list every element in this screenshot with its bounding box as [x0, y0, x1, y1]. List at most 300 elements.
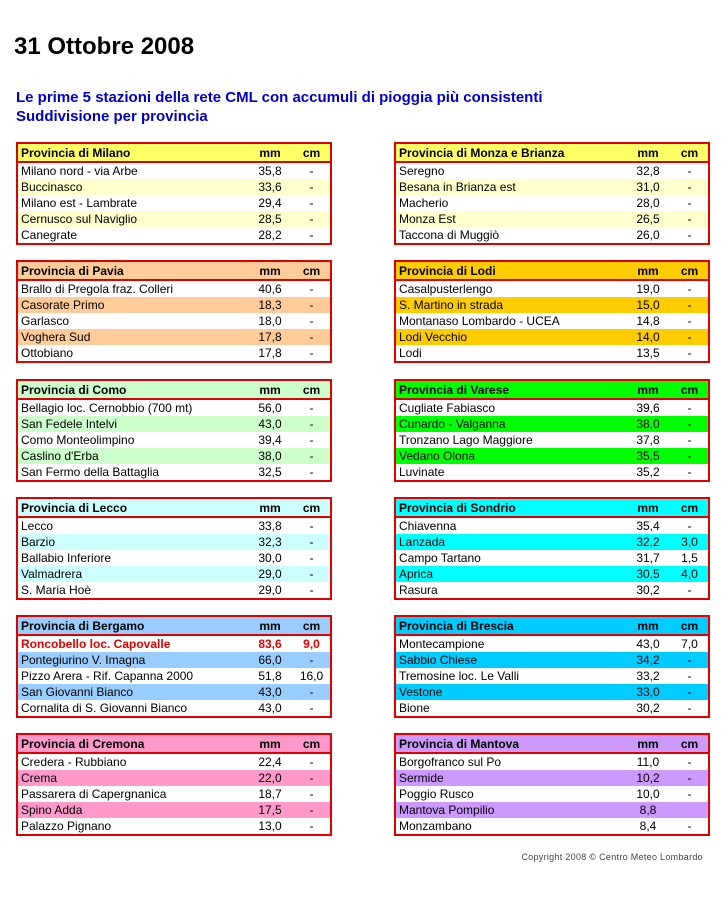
station-name: Taccona di Muggiò	[399, 228, 500, 242]
rain-mm: 18,7	[258, 787, 282, 801]
station-row	[17, 770, 331, 786]
station-row	[395, 448, 709, 464]
rain-mm: 38,0	[636, 417, 660, 431]
province-header	[17, 380, 331, 399]
snow-cm: -	[687, 519, 692, 533]
station-row	[395, 786, 709, 802]
province-table	[16, 142, 332, 245]
station-name: Valmadrera	[21, 567, 83, 581]
rain-mm: 8,8	[639, 803, 657, 817]
column-header-cm: cm	[293, 734, 331, 753]
snow-cm: -	[309, 701, 314, 715]
station-name: Credera - Rubbiano	[21, 755, 127, 769]
rain-mm: 26,5	[636, 212, 660, 226]
column-header-cm: cm	[671, 734, 709, 753]
snow-cm: -	[309, 653, 314, 667]
station-row	[395, 195, 709, 211]
station-name: Vedano Olona	[399, 449, 476, 463]
snow-cm: -	[309, 449, 314, 463]
column-header-cm: cm	[293, 498, 331, 517]
province-name: Provincia di Brescia	[395, 616, 625, 635]
station-name: Cernusco sul Naviglio	[21, 212, 138, 226]
rain-mm: 18,3	[258, 298, 282, 312]
rain-mm: 66,0	[258, 653, 282, 667]
station-name: Tronzano Lago Maggiore	[399, 433, 533, 447]
column-header-mm: mm	[247, 380, 293, 399]
rain-mm: 32,8	[636, 164, 660, 178]
station-row	[17, 517, 331, 534]
rain-mm: 17,8	[258, 330, 282, 344]
rain-mm: 32,5	[258, 465, 282, 479]
subtitle-line-1: Le prime 5 stazioni della rete CML con accumuli di pioggia più consistenti	[16, 89, 543, 106]
rain-mm: 28,5	[258, 212, 282, 226]
snow-cm: -	[309, 519, 314, 533]
snow-cm: 7,0	[681, 637, 698, 651]
station-row	[17, 582, 331, 599]
station-name: S. Martino in strada	[399, 298, 504, 312]
station-name: Mantova Pompilio	[399, 803, 495, 817]
snow-cm: -	[687, 787, 692, 801]
snow-cm: 1,5	[681, 551, 698, 565]
station-name: Palazzo Pignano	[21, 819, 112, 833]
snow-cm: -	[309, 465, 314, 479]
column-header-mm: mm	[625, 616, 671, 635]
snow-cm: -	[687, 685, 692, 699]
rain-mm: 33,2	[636, 669, 660, 683]
rain-mm: 43,0	[636, 637, 660, 651]
station-row	[395, 635, 709, 652]
column-header-cm: cm	[293, 261, 331, 280]
column-header-mm: mm	[625, 143, 671, 162]
rain-mm: 37,8	[636, 433, 660, 447]
province-header	[395, 734, 709, 753]
province-header	[17, 498, 331, 517]
rain-mm: 19,0	[636, 282, 660, 296]
station-row	[17, 432, 331, 448]
snow-cm: -	[309, 330, 314, 344]
province-header	[17, 734, 331, 753]
station-row	[395, 211, 709, 227]
subtitle-line-2: Suddivisione per provincia	[16, 108, 208, 125]
station-row	[17, 448, 331, 464]
snow-cm: -	[687, 212, 692, 226]
rain-mm: 43,0	[258, 685, 282, 699]
station-name: Pontegiurino V. Imagna	[21, 653, 146, 667]
column-header-mm: mm	[625, 380, 671, 399]
province-header	[395, 498, 709, 517]
province-name: Provincia di Cremona	[17, 734, 247, 753]
province-name: Provincia di Como	[17, 380, 247, 399]
station-name: Campo Tartano	[399, 551, 481, 565]
rain-mm: 38,0	[258, 449, 282, 463]
rain-mm: 29,4	[258, 196, 282, 210]
station-name: Vestone	[399, 685, 443, 699]
station-name: Pizzo Arera - Rif. Capanna 2000	[21, 669, 194, 683]
rain-mm: 17,5	[258, 803, 282, 817]
snow-cm: -	[309, 196, 314, 210]
station-row	[17, 635, 331, 652]
snow-cm: 16,0	[299, 669, 324, 683]
copyright-text: Copyright 2008 © Centro Meteo Lombardo	[521, 852, 703, 862]
station-name: Voghera Sud	[21, 330, 91, 344]
rain-mm: 39,4	[258, 433, 282, 447]
snow-cm: -	[687, 669, 692, 683]
page-title: 31 Ottobre 2008	[14, 33, 195, 60]
station-name: Casalpusterlengo	[399, 282, 493, 296]
station-row	[395, 652, 709, 668]
station-name: Passarera di Capergnanica	[21, 787, 167, 801]
province-table	[394, 379, 710, 482]
station-name: Milano nord - via Arbe	[21, 164, 138, 178]
station-row	[17, 684, 331, 700]
snow-cm: -	[309, 164, 314, 178]
station-row	[17, 179, 331, 195]
snow-cm: 3,0	[681, 535, 698, 549]
station-row	[395, 684, 709, 700]
station-name: Caslino d'Erba	[21, 449, 99, 463]
snow-cm: -	[309, 401, 314, 415]
station-name: Sermide	[399, 771, 444, 785]
station-name: Casorate Primo	[21, 298, 105, 312]
snow-cm: -	[309, 771, 314, 785]
snow-cm: -	[309, 314, 314, 328]
province-table	[16, 497, 332, 600]
station-row	[395, 770, 709, 786]
province-table	[394, 260, 710, 363]
station-name: Montanaso Lombardo - UCEA	[399, 314, 560, 328]
station-row	[395, 550, 709, 566]
rain-mm: 28,0	[636, 196, 660, 210]
column-header-mm: mm	[625, 734, 671, 753]
station-row	[17, 211, 331, 227]
station-row	[17, 802, 331, 818]
column-header-cm: cm	[671, 498, 709, 517]
station-row	[17, 416, 331, 432]
rain-mm: 33,6	[258, 180, 282, 194]
station-name: Ballabio Inferiore	[21, 551, 112, 565]
snow-cm: -	[687, 653, 692, 667]
snow-cm: 4,0	[681, 567, 698, 581]
station-name: Canegrate	[21, 228, 78, 242]
station-name: Montecampione	[399, 637, 485, 651]
station-row	[17, 345, 331, 362]
rain-mm: 31,7	[636, 551, 660, 565]
station-row	[395, 297, 709, 313]
station-row	[395, 818, 709, 835]
province-header	[395, 616, 709, 635]
station-name: Ottobiano	[21, 346, 74, 360]
rain-mm: 30,5	[636, 567, 660, 581]
rain-mm: 32,2	[636, 535, 660, 549]
rain-mm: 13,0	[258, 819, 282, 833]
snow-cm: -	[309, 803, 314, 817]
snow-cm: -	[309, 417, 314, 431]
province-name: Provincia di Bergamo	[17, 616, 247, 635]
station-name: Garlasco	[21, 314, 70, 328]
station-name: San Giovanni Bianco	[21, 685, 134, 699]
province-table	[16, 379, 332, 482]
station-name: Milano est - Lambrate	[21, 196, 138, 210]
province-table	[16, 615, 332, 718]
station-name: Rasura	[399, 583, 438, 597]
snow-cm: -	[687, 314, 692, 328]
rain-mm: 35,5	[636, 449, 660, 463]
station-row	[395, 464, 709, 481]
rain-mm: 29,0	[258, 583, 282, 597]
rain-mm: 33,8	[258, 519, 282, 533]
station-row	[395, 582, 709, 599]
province-table	[394, 615, 710, 718]
station-row	[17, 753, 331, 770]
station-row	[395, 517, 709, 534]
province-name: Provincia di Pavia	[17, 261, 247, 280]
snow-cm: -	[687, 701, 692, 715]
station-row	[17, 464, 331, 481]
snow-cm: -	[309, 180, 314, 194]
rain-mm: 11,0	[636, 755, 660, 769]
column-header-mm: mm	[247, 616, 293, 635]
rain-mm: 30,0	[258, 551, 282, 565]
rain-mm: 39,6	[636, 401, 660, 415]
snow-cm: -	[687, 196, 692, 210]
snow-cm: -	[687, 449, 692, 463]
station-name: San Fedele Intelvi	[21, 417, 118, 431]
station-name: Lecco	[21, 519, 54, 533]
snow-cm	[671, 802, 709, 818]
column-header-cm: cm	[293, 616, 331, 635]
station-name: Bellagio loc. Cernobbio (700 mt)	[21, 401, 193, 415]
station-name: Tremosine loc. Le Valli	[399, 669, 520, 683]
rain-mm: 34,2	[636, 653, 660, 667]
station-row	[17, 313, 331, 329]
station-name: Cunardo - Valganna	[399, 417, 506, 431]
station-row	[395, 280, 709, 297]
rain-mm: 35,8	[258, 164, 282, 178]
rain-mm: 31,0	[636, 180, 660, 194]
column-header-cm: cm	[671, 143, 709, 162]
station-row	[395, 227, 709, 244]
station-row	[395, 534, 709, 550]
snow-cm: -	[309, 433, 314, 447]
rain-mm: 30,2	[636, 701, 660, 715]
province-name: Provincia di Monza e Brianza	[395, 143, 625, 162]
station-name: Seregno	[399, 164, 445, 178]
province-name: Provincia di Sondrio	[395, 498, 625, 517]
column-header-cm: cm	[293, 380, 331, 399]
station-row	[395, 802, 709, 818]
rain-mm: 15,0	[636, 298, 660, 312]
station-name: Lodi	[399, 346, 422, 360]
station-row	[17, 329, 331, 345]
column-header-mm: mm	[247, 734, 293, 753]
station-row	[17, 566, 331, 582]
province-header	[17, 143, 331, 162]
snow-cm: -	[687, 819, 692, 833]
rain-mm: 14,0	[636, 330, 660, 344]
rain-mm: 32,3	[258, 535, 282, 549]
station-name: S. Maria Hoè	[21, 583, 92, 597]
station-row	[395, 753, 709, 770]
station-name: Spino Adda	[21, 803, 83, 817]
station-name: Roncobello loc. Capovalle	[21, 637, 171, 651]
snow-cm: -	[687, 164, 692, 178]
province-name: Provincia di Lodi	[395, 261, 625, 280]
snow-cm: -	[309, 819, 314, 833]
snow-cm: -	[687, 180, 692, 194]
rain-mm: 17,8	[258, 346, 282, 360]
rain-mm: 33,0	[636, 685, 660, 699]
station-row	[395, 566, 709, 582]
station-name: Bione	[399, 701, 430, 715]
province-table	[394, 497, 710, 600]
snow-cm: -	[309, 298, 314, 312]
column-header-cm: cm	[293, 143, 331, 162]
rain-mm: 40,6	[258, 282, 282, 296]
station-row	[395, 700, 709, 717]
snow-cm: -	[309, 685, 314, 699]
station-row	[395, 345, 709, 362]
snow-cm: -	[309, 346, 314, 360]
snow-cm: 9,0	[303, 637, 320, 651]
station-row	[395, 416, 709, 432]
snow-cm: -	[309, 535, 314, 549]
snow-cm: -	[309, 755, 314, 769]
snow-cm: -	[309, 787, 314, 801]
station-row	[395, 313, 709, 329]
province-header	[17, 261, 331, 280]
snow-cm: -	[687, 298, 692, 312]
snow-cm: -	[687, 330, 692, 344]
station-row	[395, 329, 709, 345]
province-table	[394, 733, 710, 836]
station-row	[17, 534, 331, 550]
column-header-cm: cm	[671, 380, 709, 399]
column-header-mm: mm	[247, 261, 293, 280]
station-row	[17, 227, 331, 244]
station-row	[395, 668, 709, 684]
rain-mm: 28,2	[258, 228, 282, 242]
province-table	[16, 733, 332, 836]
station-name: San Fermo della Battaglia	[21, 465, 160, 479]
rain-mm: 22,0	[258, 771, 282, 785]
station-name: Borgofranco sul Po	[399, 755, 502, 769]
snow-cm: -	[309, 282, 314, 296]
rain-mm: 29,0	[258, 567, 282, 581]
column-header-cm: cm	[671, 616, 709, 635]
station-row	[17, 818, 331, 835]
station-name: Barzio	[21, 535, 56, 549]
province-name: Provincia di Lecco	[17, 498, 247, 517]
province-header	[17, 616, 331, 635]
station-name: Aprica	[399, 567, 434, 581]
station-row	[17, 786, 331, 802]
station-name: Cugliate Fabiasco	[399, 401, 496, 415]
snow-cm: -	[309, 228, 314, 242]
column-header-cm: cm	[671, 261, 709, 280]
station-name: Lodi Vecchio	[399, 330, 468, 344]
station-row	[17, 195, 331, 211]
column-header-mm: mm	[625, 261, 671, 280]
station-name: Luvinate	[399, 465, 445, 479]
snow-cm: -	[309, 551, 314, 565]
rain-mm: 35,4	[636, 519, 660, 533]
station-row	[17, 550, 331, 566]
province-header	[395, 143, 709, 162]
column-header-mm: mm	[247, 143, 293, 162]
station-name: Cornalita di S. Giovanni Bianco	[21, 701, 188, 715]
rain-mm: 22,4	[258, 755, 282, 769]
snow-cm: -	[687, 417, 692, 431]
station-row	[395, 432, 709, 448]
province-name: Provincia di Milano	[17, 143, 247, 162]
snow-cm: -	[309, 212, 314, 226]
column-header-mm: mm	[247, 498, 293, 517]
station-row	[17, 297, 331, 313]
snow-cm: -	[687, 771, 692, 785]
station-name: Buccinasco	[21, 180, 83, 194]
rain-mm: 43,0	[258, 417, 282, 431]
station-name: Chiavenna	[399, 519, 457, 533]
rain-mm: 13,5	[636, 346, 660, 360]
snow-cm: -	[309, 567, 314, 581]
column-header-mm: mm	[625, 498, 671, 517]
rain-mm: 10,0	[636, 787, 660, 801]
rain-mm: 26,0	[636, 228, 660, 242]
station-name: Brallo di Pregola fraz. Colleri	[21, 282, 174, 296]
snow-cm: -	[309, 583, 314, 597]
rain-mm: 18,0	[258, 314, 282, 328]
station-row	[395, 399, 709, 416]
station-name: Sabbio Chiese	[399, 653, 478, 667]
station-name: Monzambano	[399, 819, 472, 833]
rain-mm: 43,0	[258, 701, 282, 715]
snow-cm: -	[687, 755, 692, 769]
province-name: Provincia di Mantova	[395, 734, 625, 753]
rain-mm: 10,2	[636, 771, 660, 785]
station-row	[395, 179, 709, 195]
rain-mm: 35,2	[636, 465, 660, 479]
station-name: Besana in Brianza est	[399, 180, 516, 194]
station-row	[17, 162, 331, 179]
station-row	[395, 162, 709, 179]
rain-mm: 51,8	[258, 669, 282, 683]
station-row	[17, 700, 331, 717]
province-header	[395, 380, 709, 399]
snow-cm: -	[687, 583, 692, 597]
station-row	[17, 399, 331, 416]
snow-cm: -	[687, 282, 692, 296]
snow-cm: -	[687, 346, 692, 360]
snow-cm: -	[687, 401, 692, 415]
rain-mm: 14,8	[636, 314, 660, 328]
station-name: Monza Est	[399, 212, 456, 226]
province-name: Provincia di Varese	[395, 380, 625, 399]
rain-mm: 56,0	[258, 401, 282, 415]
snow-cm: -	[687, 465, 692, 479]
station-name: Crema	[21, 771, 58, 785]
rain-mm: 30,2	[636, 583, 660, 597]
station-name: Poggio Rusco	[399, 787, 474, 801]
rain-mm: 8,4	[639, 819, 657, 833]
station-name: Como Monteolimpino	[21, 433, 135, 447]
station-name: Lanzada	[399, 535, 446, 549]
station-row	[17, 280, 331, 297]
station-row	[17, 668, 331, 684]
province-table	[394, 142, 710, 245]
rain-mm: 83,6	[258, 637, 282, 651]
station-row	[17, 652, 331, 668]
snow-cm: -	[687, 433, 692, 447]
